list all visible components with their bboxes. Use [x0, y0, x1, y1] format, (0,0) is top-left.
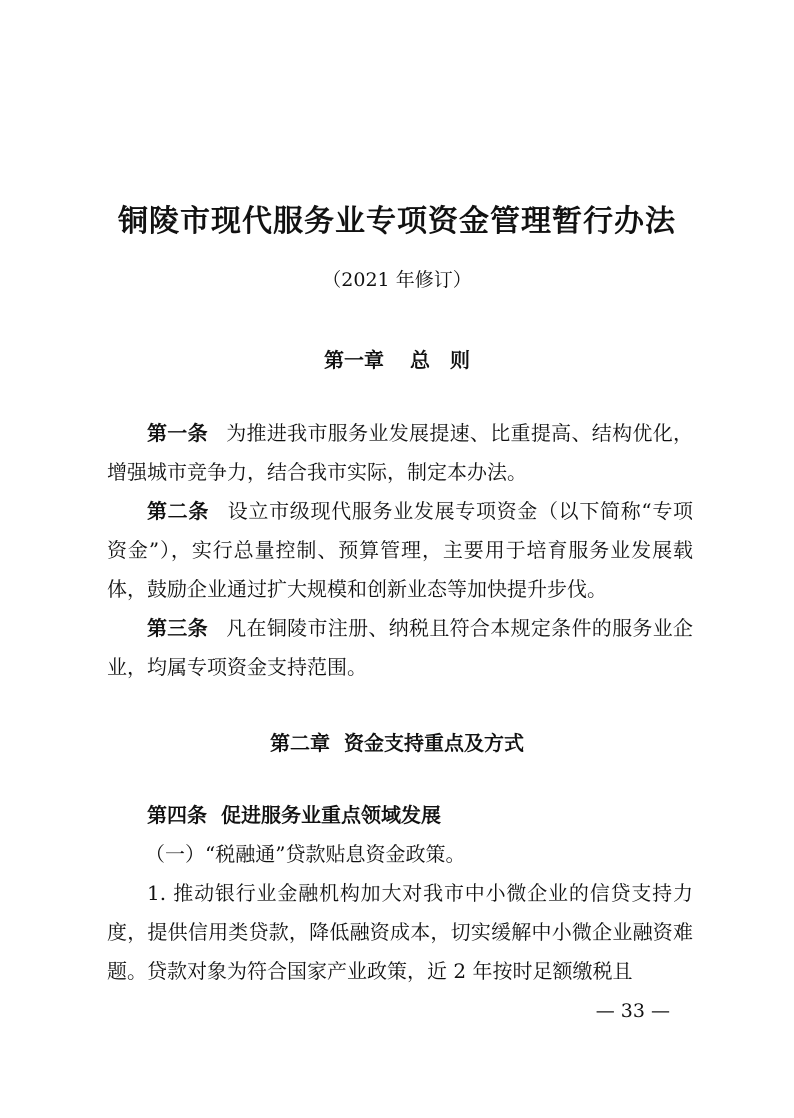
chapter-2-title: 资金支持重点及方式 [344, 731, 524, 755]
section-1: （一）“税融通”贷款贴息资金政策。 [145, 842, 466, 866]
chapter-1-heading [0, 344, 794, 373]
article-1-label: 第一条 [147, 421, 208, 445]
article-2-text: 设立市级现代服务业发展专项资金（以下简称“专项资金”），实行总量控制、预算管理，主要用于培育服务业发展载体，鼓励企业通过扩大规模和创新业态等加快提升步伐。 [107, 499, 694, 601]
chapter-2-heading [0, 727, 794, 756]
article-4-heading [147, 796, 733, 835]
article-1 [107, 414, 693, 492]
chapter-2-number: 第二章 [270, 731, 330, 755]
article-3-text: 凡在铜陵市注册、纳税且符合本规定条件的服务业企业，均属专项资金支持范围。 [107, 616, 694, 679]
article-4-title: 促进服务业重点领域发展 [221, 803, 441, 827]
article-1-text: 为推进我市服务业发展提速、比重提高、结构优化，增强城市竞争力，结合我市实际，制定本办法。 [107, 421, 694, 484]
item-1: 1. 推动银行业金融机构加大对我市中小微企业的信贷支持力度，提供信用类贷款，降低融资成本，切实缓解中小微企业融资难题。贷款对象为符合国家产业政策，近 2 年按时足额缴税且 [107, 881, 693, 983]
article-4-label: 第四条 [147, 803, 207, 827]
article-3-label: 第三条 [147, 616, 208, 640]
article-2-label: 第二条 [147, 499, 210, 523]
chapter-1-title: 总 则 [410, 348, 470, 372]
article-2 [107, 492, 693, 609]
article-3 [107, 609, 693, 687]
document-subtitle: （2021 年修订） [322, 269, 472, 291]
page-number: — 33 — [595, 1000, 670, 1022]
chapter-1-number: 第一章 [324, 348, 384, 372]
document-title: 铜陵市现代服务业专项资金管理暂行办法 [118, 204, 676, 239]
